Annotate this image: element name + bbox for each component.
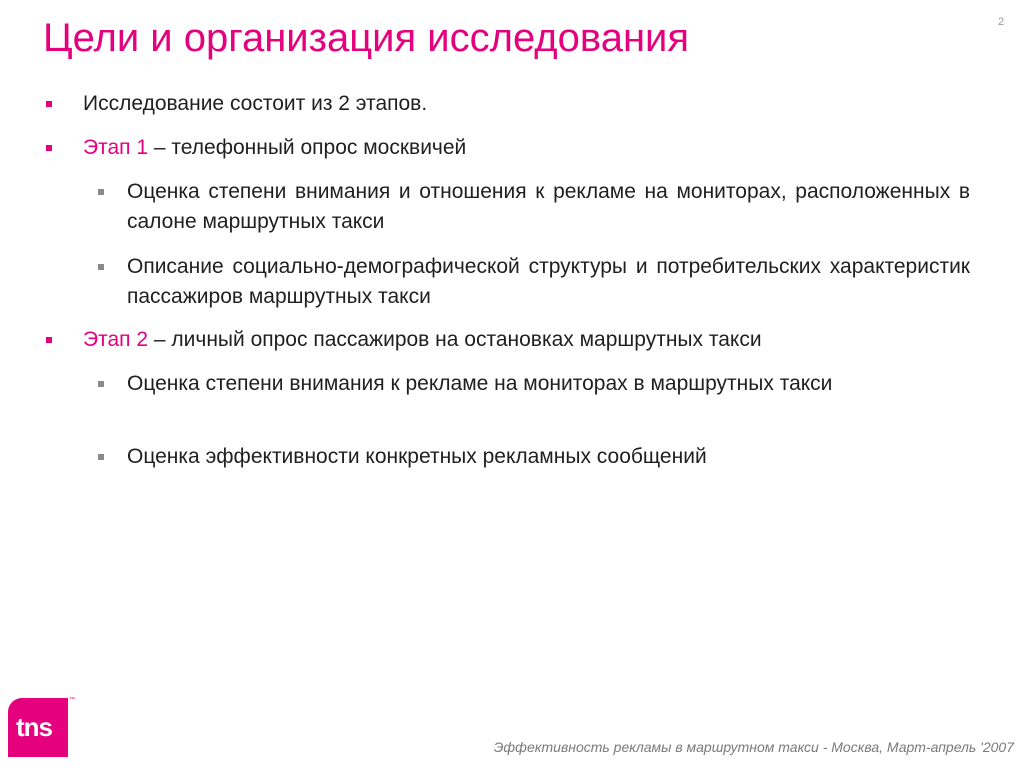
stage1-label: Этап 1 [83, 136, 149, 159]
page-number: 2 [998, 16, 1005, 28]
intro-text: Исследование состоит из 2 этапов. [83, 92, 428, 115]
stage2-subitem-1: Оценка степени внимания к рекламе на мониторах в маршрутных такси [127, 372, 833, 395]
sub-bullet-square-icon [98, 264, 104, 270]
tns-logo-text: tns [16, 712, 52, 742]
stage1-text: – телефонный опрос москвичей [148, 136, 467, 159]
tns-logo [8, 698, 68, 757]
bullet-square-icon [46, 337, 52, 343]
stage1-subitem-2: Описание социально-демографической структуры и потребительских характеристик пассажиров маршрутных такси [127, 255, 970, 308]
stage2-label: Этап 2 [83, 328, 149, 351]
stage1-subitem-1: Оценка степени внимания и отношения к рекламе на мониторах, расположенных в салоне маршрутных такси [127, 180, 970, 233]
stage2-text: – личный опрос пассажиров на остановках маршрутных такси [148, 328, 762, 351]
stage2-subitem-2: Оценка эффективности конкретных рекламных сообщений [127, 445, 707, 468]
trademark-mark: ™ [69, 697, 75, 703]
stage1-item [83, 133, 466, 163]
footer-caption: Эффективность рекламы в маршрутном такси - Москва, Март-апрель '2007 [493, 739, 1014, 755]
stage2-item [83, 325, 762, 355]
sub-bullet-square-icon [98, 381, 104, 387]
page-title: Цели и организация исследования [43, 16, 690, 60]
bullet-square-icon [46, 145, 52, 151]
sub-bullet-square-icon [98, 189, 104, 195]
bullet-square-icon [46, 101, 52, 107]
sub-bullet-square-icon [98, 454, 104, 460]
